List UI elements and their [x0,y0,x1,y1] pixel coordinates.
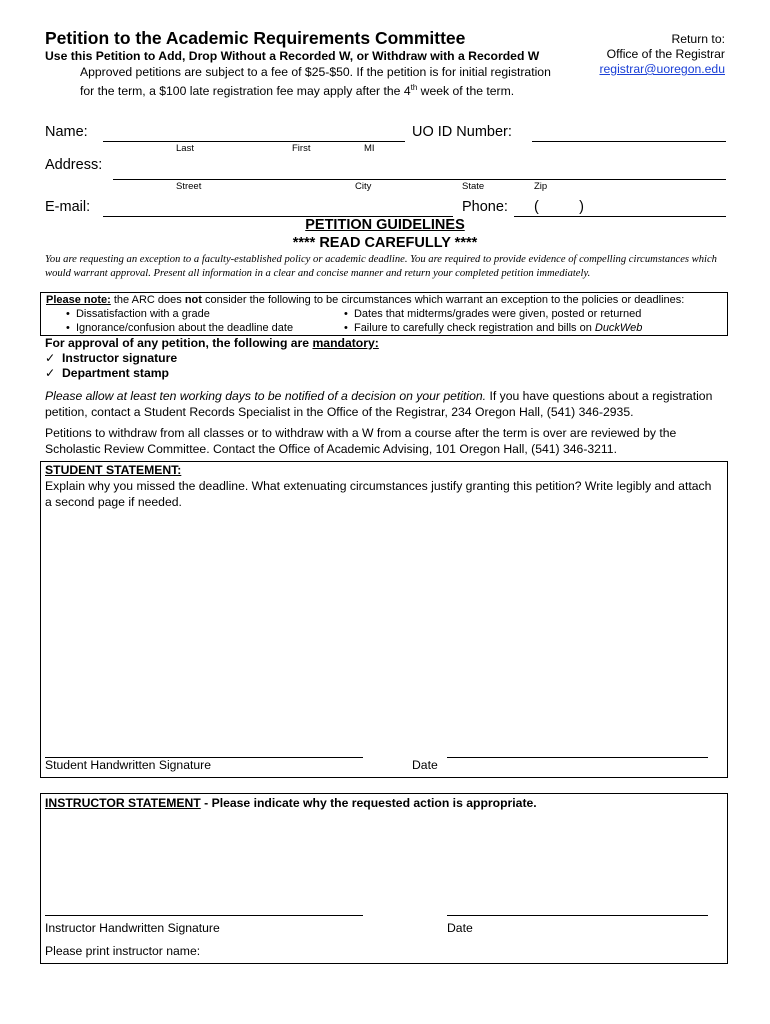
email-label: E-mail: [45,199,91,215]
address-sub-zip: Zip [534,181,548,192]
uo-id-input-line[interactable] [532,141,726,142]
note-bullet-text: Dates that midterms/grades were given, posted or returned [353,308,642,320]
note-bullet-text: Ignorance/confusion about the deadline date [75,322,294,334]
please-note-box [40,292,728,336]
mandatory-item [45,351,379,366]
address-sub-city: City [355,181,372,192]
duckweb-text: DuckWeb [594,322,643,334]
note-text-post: consider the following to be circumstances which warrant an exception to the policies or deadlines: [201,294,685,306]
fee-line-2-text: for the term, a $100 late registration fee may apply after the 4 [80,84,411,99]
note-bullet: • Dates that midterms/grades were given, posted or returned [344,308,642,320]
note-bullet-text: Dissatisfaction with a grade [75,308,210,320]
instructor-date-line[interactable] [447,915,708,916]
guidelines-intro: You are requesting an exception to a faculty-established policy or academic deadline. You are required to provide evidence of compelling circumstances which would warrant approval. Present all information in a clear and concise manner and return your completed petition immediately. [45,254,717,279]
name-sub-last: Last [176,143,194,154]
address-label: Address: [45,157,103,173]
fee-line-2 [80,80,580,99]
guidelines-heading: PETITION GUIDELINES [305,217,465,233]
checkmark-icon: ✓ [45,351,56,365]
student-statement-box[interactable] [40,461,728,778]
registrar-email-link[interactable]: registrar@uoregon.edu [599,62,725,76]
please-note-label: Please note: [46,294,111,306]
address-sub-state: State [462,181,485,192]
name-sub-first: First [292,143,311,154]
instructor-statement-box[interactable] [40,793,728,964]
withdraw-paragraph: Petitions to withdraw from all classes or to withdraw with a W from a course after the term is over are reviewed by the Scholastic Review Committee. Contact the Office of Academic Advising, 101 Oregon Hall, (541) 346-3211. [45,426,677,456]
instructor-statement-title [45,796,537,810]
uo-id-label: UO ID Number: [412,124,512,140]
instructor-print-name-label: Please print instructor name: [45,944,201,958]
mandatory-word: mandatory: [312,336,379,350]
mandatory-item-text: Instructor signature [62,351,178,365]
allow-days-rest: If you have questions about a registration petition, contact a Student Records Specialist in the Office of the Registrar, 234 Oregon Hall, (541) 346-2935. [45,389,713,419]
student-date-line[interactable] [447,757,708,758]
student-signature-label: Student Handwritten Signature [45,758,211,772]
phone-format: ( ) [534,199,584,215]
student-date-label: Date [412,758,438,772]
mandatory-item-text: Department stamp [62,366,170,380]
superscript-th: th [410,83,418,92]
note-text-not: not [184,294,202,306]
student-statement-title [45,463,181,477]
student-statement-title-text: STUDENT STATEMENT: [45,463,182,477]
address-input-line[interactable] [113,179,726,180]
instructor-signature-line[interactable] [45,915,363,916]
mandatory-heading-text: For approval of any petition, the following are [45,336,313,350]
name-sub-mi: MI [364,143,375,154]
fee-line-1: Approved petitions are subject to a fee of $25-$50. If the petition is for initial registration [80,65,551,79]
read-carefully-heading: **** READ CAREFULLY **** [292,235,478,251]
return-office: Office of the Registrar [606,47,725,61]
form-subtitle: Use this Petition to Add, Drop Without a Recorded W, or Withdraw with a Recorded W [45,49,540,63]
address-sub-street: Street [176,181,202,192]
checkmark-icon: ✓ [45,366,56,380]
fee-notice [80,65,580,99]
allow-days-italic: Please allow at least ten working days to be notified of a decision on your petition. [45,389,487,403]
student-statement-instructions: Explain why you missed the deadline. What extenuating circumstances justify granting this petition? Write legibly and attach a second page if needed. [45,479,712,509]
return-to-block [599,32,725,77]
phone-label: Phone: [462,199,508,215]
instructor-signature-label: Instructor Handwritten Signature [45,921,220,935]
instructor-statement-title-text: INSTRUCTOR STATEMENT [45,796,201,810]
note-bullet: • Dissatisfaction with a grade [66,308,210,320]
return-label: Return to: [671,32,725,46]
note-text-pre: the ARC does [110,294,185,306]
name-label: Name: [45,124,88,140]
name-input-line[interactable] [103,141,405,142]
note-bullet-text: Failure to carefully check registration and bills on [353,322,595,334]
note-bullet: • Ignorance/confusion about the deadline date [66,322,294,334]
fee-line-2-end: week of the term. [417,84,515,99]
mandatory-heading [45,336,379,351]
instructor-date-label: Date [447,921,473,935]
note-bullet: • Failure to carefully check registration and bills on DuckWeb [344,322,643,334]
mandatory-item [45,366,379,381]
instructor-statement-title-rest: - Please indicate why the requested action is appropriate. [200,796,537,810]
allow-days-paragraph [45,388,735,420]
form-title: Petition to the Academic Requirements Committee [45,28,466,48]
mandatory-block [45,336,379,381]
